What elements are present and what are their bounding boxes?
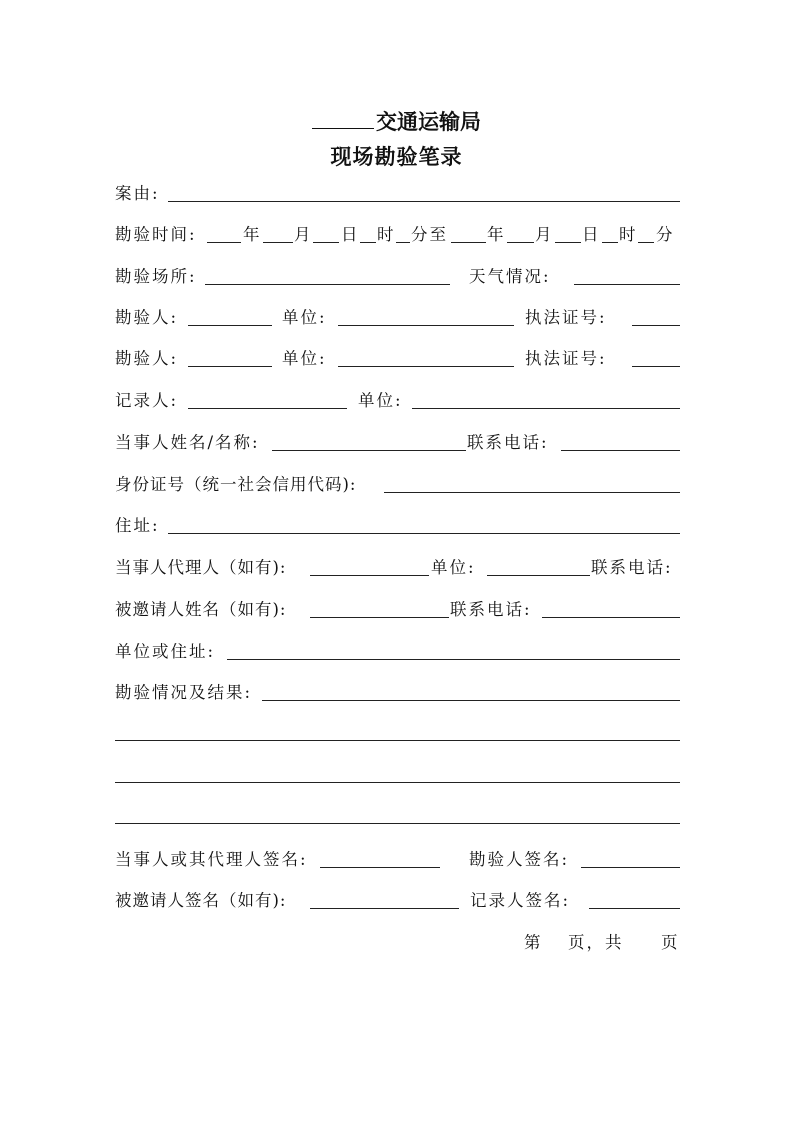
inspector-1-name-field[interactable] <box>188 325 272 326</box>
party-phone-field[interactable] <box>561 450 680 451</box>
page-number <box>115 930 680 956</box>
invitee-label: 被邀请人姓名（如有): <box>115 600 287 619</box>
row-case-reason <box>115 181 680 207</box>
agency-suffix: 交通运输局 <box>376 110 481 134</box>
inspector-1-cert-field[interactable] <box>632 325 680 326</box>
agent-phone-label: 联系电话: <box>591 558 673 577</box>
agency-name-blank[interactable] <box>312 106 374 129</box>
result-field-line-3[interactable] <box>115 782 680 783</box>
address-label: 住址: <box>115 516 160 535</box>
document-title: 现场勘验笔录 <box>330 145 463 169</box>
unit-day-2: 日 <box>582 225 601 244</box>
agent-unit-field[interactable] <box>487 575 590 576</box>
agent-label: 当事人代理人（如有): <box>115 558 287 577</box>
end-month-field[interactable] <box>507 242 534 243</box>
agent-unit-label: 单位: <box>431 558 476 577</box>
result-label: 勘验情况及结果: <box>115 683 253 702</box>
end-hour-field[interactable] <box>602 242 618 243</box>
row-invitee <box>115 597 680 623</box>
end-minute-field[interactable] <box>638 242 654 243</box>
unit-minute-2: 分 <box>656 225 675 244</box>
invitee-signature-label: 被邀请人签名（如有): <box>115 891 287 910</box>
inspection-place-label: 勘验场所: <box>115 267 197 286</box>
result-field-line-1[interactable] <box>262 700 680 701</box>
row-party <box>115 430 680 456</box>
inspector-2-name-field[interactable] <box>188 366 272 367</box>
id-number-label: 身份证号（统一社会信用代码): <box>115 475 357 494</box>
start-day-field[interactable] <box>313 242 339 243</box>
inspector-2-cert-field[interactable] <box>632 366 680 367</box>
start-minute-field[interactable] <box>396 242 410 243</box>
recorder-signature-label: 记录人签名: <box>470 891 571 910</box>
inspector-2-unit-field[interactable] <box>338 366 514 367</box>
inspector-2-cert-label: 执法证号: <box>525 349 607 368</box>
inspector-1-unit-field[interactable] <box>338 325 514 326</box>
invitee-name-field[interactable] <box>310 617 449 618</box>
result-field-line-2[interactable] <box>115 740 680 741</box>
case-reason-label: 案由: <box>115 184 160 203</box>
row-inspector-2 <box>115 346 680 372</box>
unit-hour-2: 时 <box>619 225 638 244</box>
agency-heading <box>0 106 793 136</box>
party-signature-label: 当事人或其代理人签名: <box>115 850 308 869</box>
end-year-field[interactable] <box>451 242 486 243</box>
inspection-place-field[interactable] <box>205 284 450 285</box>
row-agent <box>115 555 680 581</box>
page-prefix: 第 <box>524 933 543 952</box>
recorder-label: 记录人: <box>115 391 179 410</box>
inspector-1-cert-label: 执法证号: <box>525 308 607 327</box>
row-unit-or-address <box>115 639 680 665</box>
party-signature-field[interactable] <box>320 867 440 868</box>
recorder-unit-label: 单位: <box>358 391 403 410</box>
party-phone-label: 联系电话: <box>467 433 549 452</box>
inspector-2-unit-label: 单位: <box>282 349 327 368</box>
party-name-label: 当事人姓名/名称: <box>115 433 260 452</box>
inspector-signature-label: 勘验人签名: <box>469 850 570 869</box>
row-recorder <box>115 388 680 414</box>
unit-year: 年 <box>243 225 262 244</box>
page-suffix: 页 <box>661 933 680 952</box>
inspector-2-label: 勘验人: <box>115 349 179 368</box>
start-month-field[interactable] <box>263 242 293 243</box>
weather-label: 天气情况: <box>469 267 551 286</box>
invitee-signature-field[interactable] <box>310 908 459 909</box>
invitee-phone-label: 联系电话: <box>450 600 532 619</box>
invitee-phone-field[interactable] <box>542 617 680 618</box>
inspector-1-unit-label: 单位: <box>282 308 327 327</box>
page-middle: 页，共 <box>568 933 624 952</box>
unit-month-2: 月 <box>535 225 554 244</box>
inspector-1-label: 勘验人: <box>115 308 179 327</box>
recorder-name-field[interactable] <box>188 408 347 409</box>
id-number-field[interactable] <box>384 492 680 493</box>
row-id-number <box>115 472 680 498</box>
weather-field[interactable] <box>574 284 680 285</box>
inspection-time-label: 勘验时间: <box>115 225 197 244</box>
agent-name-field[interactable] <box>310 575 429 576</box>
unit-hour: 时 <box>377 225 396 244</box>
unit-or-address-field[interactable] <box>227 659 680 660</box>
unit-minute-to: 分至 <box>411 225 448 244</box>
row-inspector-1 <box>115 305 680 331</box>
start-hour-field[interactable] <box>360 242 376 243</box>
recorder-signature-field[interactable] <box>589 908 680 909</box>
result-field-line-4[interactable] <box>115 823 680 824</box>
unit-year-2: 年 <box>487 225 506 244</box>
row-place-weather <box>115 264 680 290</box>
recorder-unit-field[interactable] <box>412 408 680 409</box>
row-inspection-time <box>115 222 680 248</box>
unit-day: 日 <box>341 225 360 244</box>
row-signatures-1 <box>115 847 680 873</box>
end-day-field[interactable] <box>555 242 581 243</box>
start-year-field[interactable] <box>207 242 241 243</box>
row-result <box>115 680 680 706</box>
row-signatures-2 <box>115 888 680 914</box>
case-reason-field[interactable] <box>168 201 680 202</box>
unit-or-address-label: 单位或住址: <box>115 642 216 661</box>
party-name-field[interactable] <box>272 450 466 451</box>
inspector-signature-field[interactable] <box>581 867 680 868</box>
address-field[interactable] <box>168 533 680 534</box>
row-address <box>115 513 680 539</box>
unit-month: 月 <box>294 225 313 244</box>
